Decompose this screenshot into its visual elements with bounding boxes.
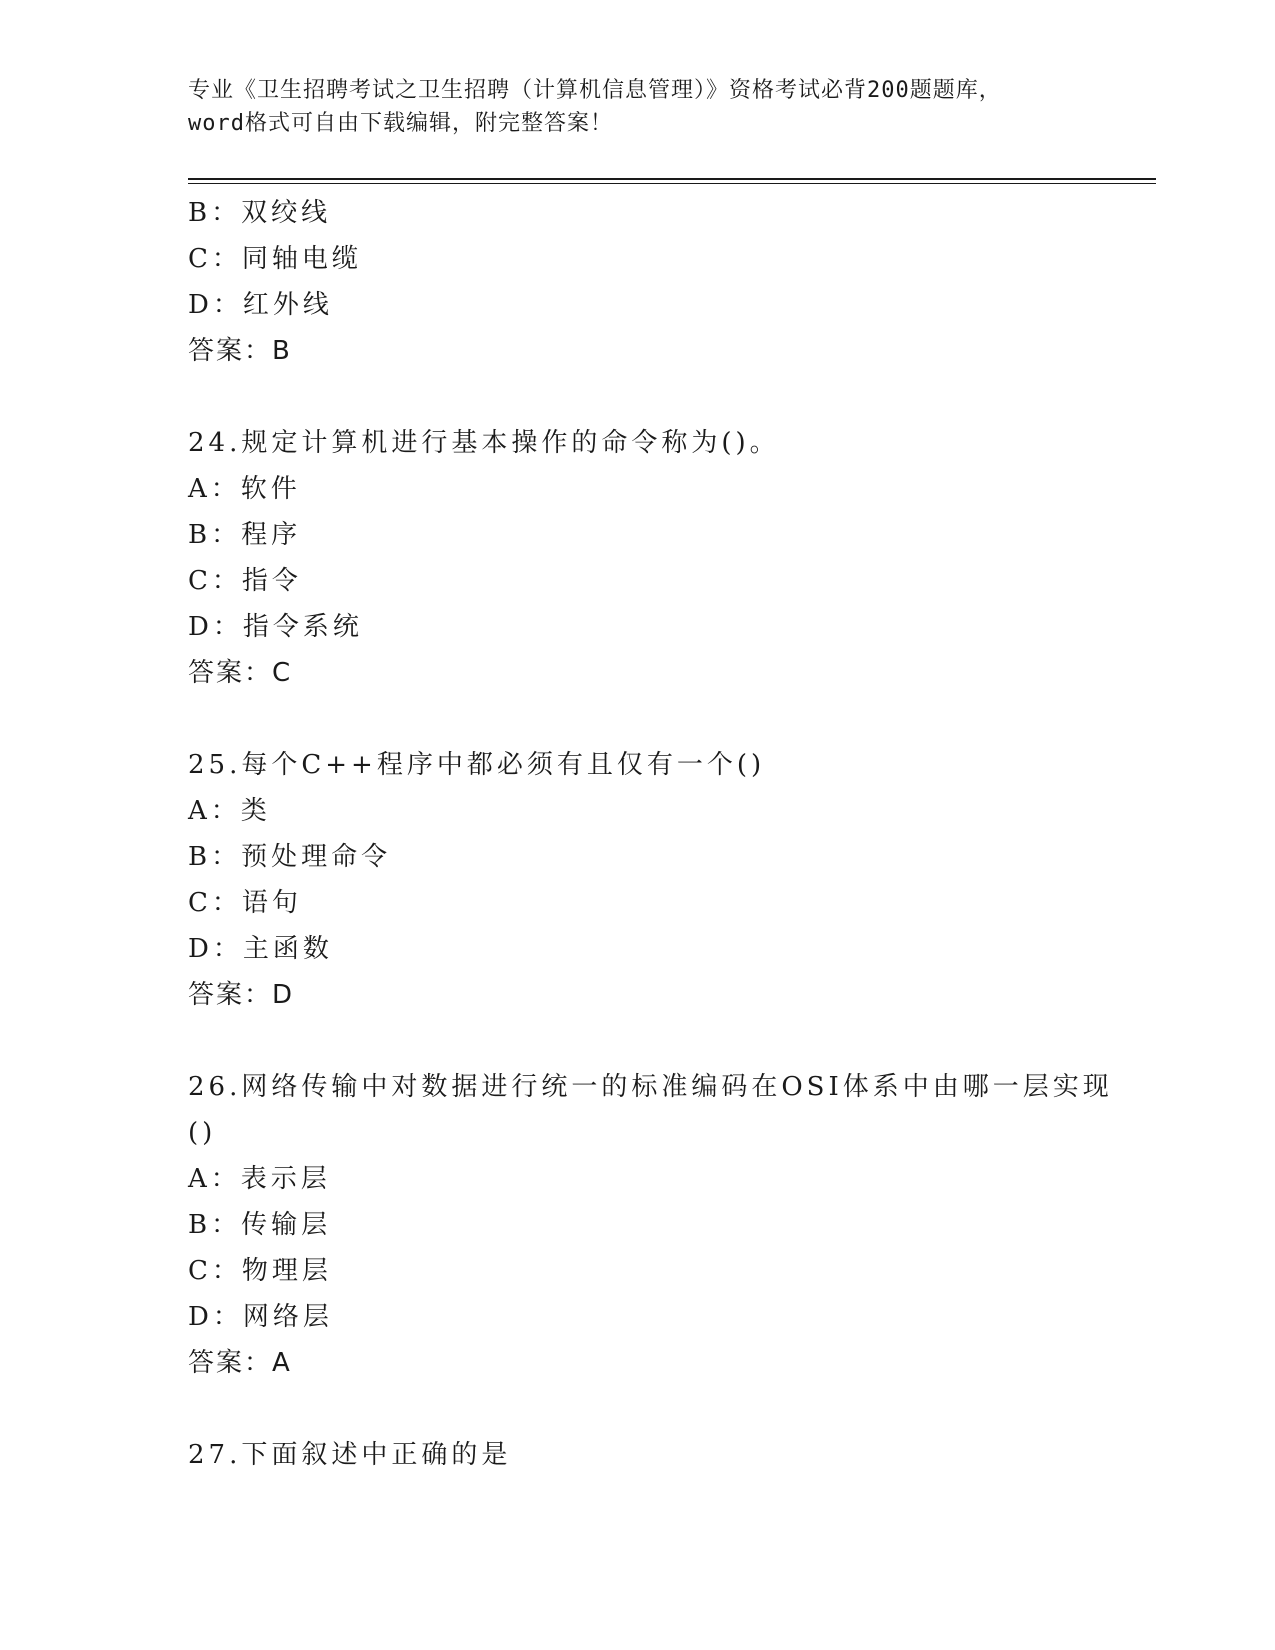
option-d: D：红外线 [188, 290, 333, 320]
option-c: C：物理层 [188, 1256, 332, 1286]
answer-line: 答案：B [188, 336, 292, 366]
option-b: B：传输层 [188, 1210, 332, 1240]
question-block-27 [188, 1432, 1088, 1478]
option-a: A：表示层 [188, 1164, 331, 1194]
header-title-line: 专业《卫生招聘考试之卫生招聘（计算机信息管理）》资格考试必背200题题库， [188, 78, 1002, 103]
header-divider-thick [188, 178, 1156, 180]
spacer [188, 374, 1088, 420]
option-c: C：语句 [188, 888, 302, 918]
header-subtitle-line: word格式可自由下载编辑，附完整答案！ [188, 111, 613, 136]
spacer [188, 1386, 1088, 1432]
option-a: A：类 [188, 796, 271, 826]
option-c: C：指令 [188, 566, 302, 596]
question-block-24 [188, 420, 1088, 696]
option-c: C：同轴电缆 [188, 244, 362, 274]
answer-line: 答案：A [188, 1348, 292, 1378]
question-text: 24.规定计算机进行基本操作的命令称为()。 [188, 428, 780, 458]
question-list [188, 190, 1113, 1478]
question-block-23 [188, 190, 1088, 374]
option-d: D：主函数 [188, 934, 333, 964]
spacer [188, 696, 1088, 742]
option-b: B：程序 [188, 520, 302, 550]
question-block-26 [188, 1064, 1113, 1386]
document-header [188, 74, 1088, 140]
option-d: D：网络层 [188, 1302, 333, 1332]
option-b: B：双绞线 [188, 198, 332, 228]
option-b: B：预处理命令 [188, 842, 392, 872]
answer-line: 答案：D [188, 980, 295, 1010]
option-d: D：指令系统 [188, 612, 363, 642]
question-text: 27.下面叙述中正确的是 [188, 1440, 512, 1470]
answer-line: 答案：C [188, 658, 293, 688]
spacer [188, 1018, 1088, 1064]
header-divider-thin [188, 183, 1156, 184]
question-text: 25.每个C++程序中都必须有且仅有一个() [188, 750, 766, 780]
question-text-continued: () [188, 1118, 217, 1148]
question-block-25 [188, 742, 1088, 1018]
option-a: A：软件 [188, 474, 301, 504]
question-text: 26.网络传输中对数据进行统一的标准编码在OSI体系中由哪一层实现 [188, 1072, 1113, 1102]
